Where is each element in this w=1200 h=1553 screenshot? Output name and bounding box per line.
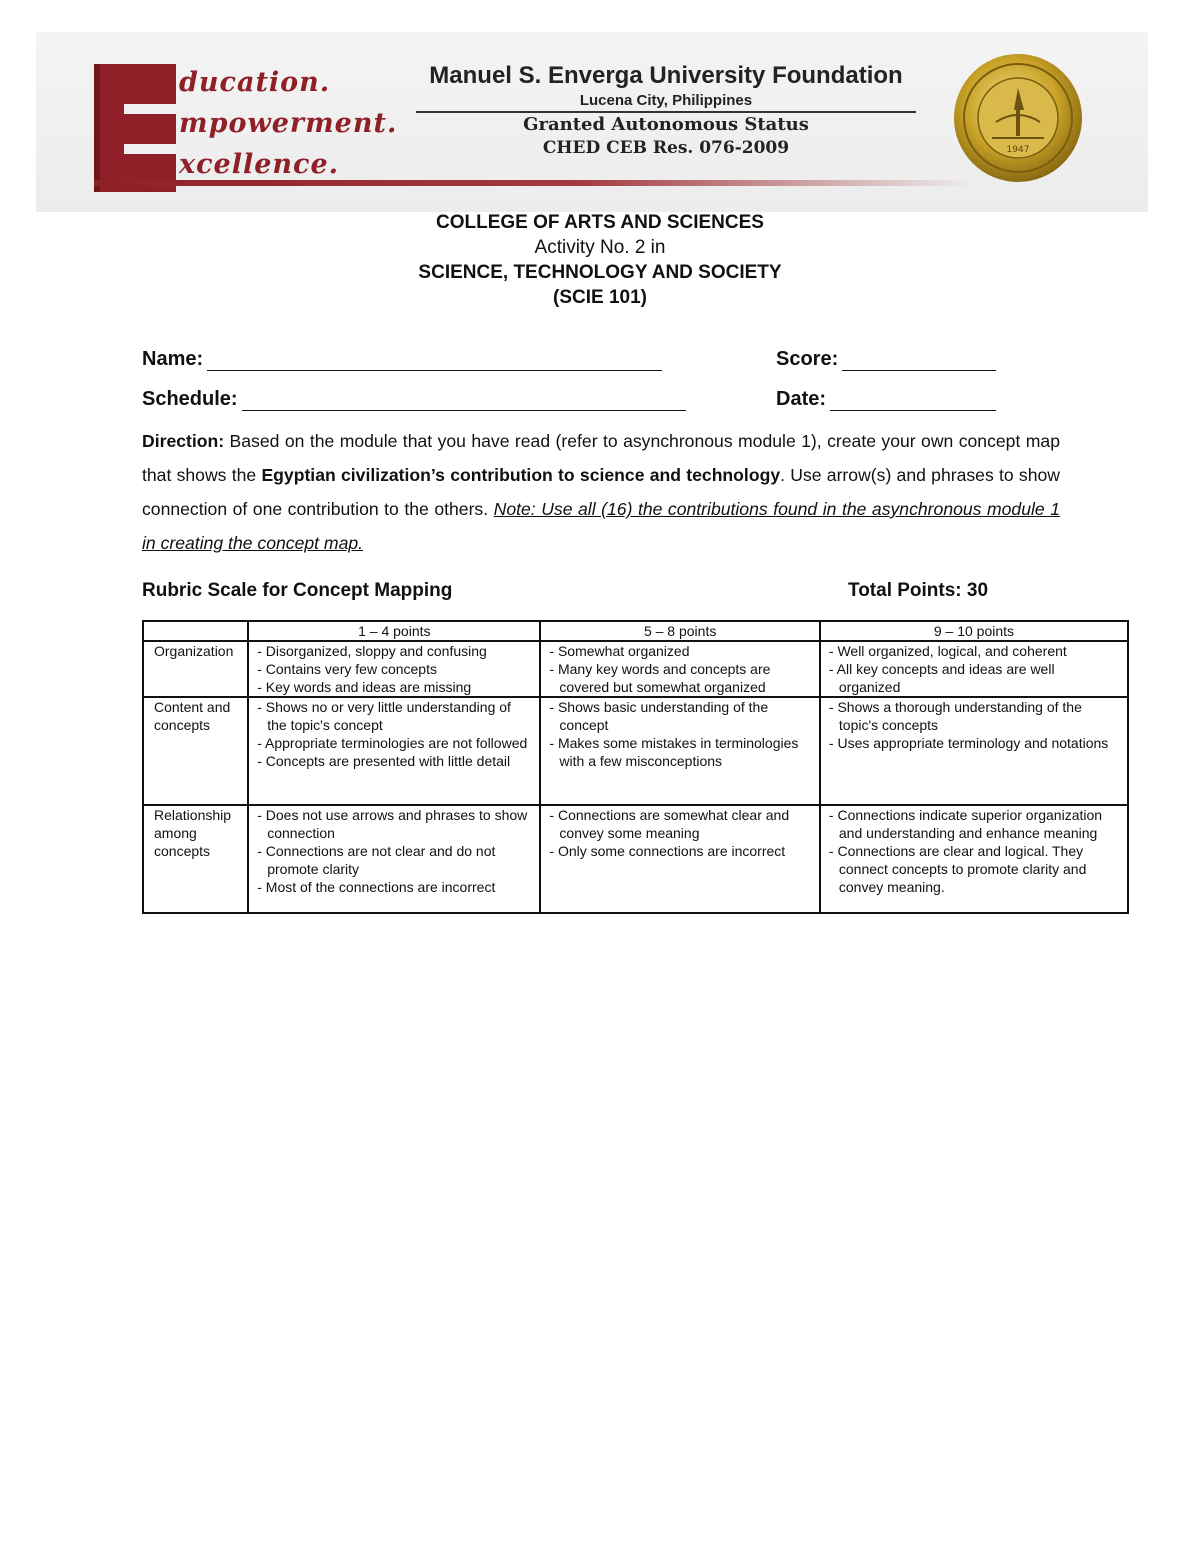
rubric-item: - Connections are not clear and do not promote clarity bbox=[257, 842, 531, 878]
university-status-block bbox=[416, 114, 916, 158]
header-accent-bar bbox=[94, 180, 974, 186]
schedule-label: Schedule: bbox=[142, 388, 238, 410]
university-seal-icon bbox=[952, 52, 1084, 184]
rubric-item: - Shows a thorough understanding of the topic's concepts bbox=[829, 698, 1119, 734]
rubric-header-row bbox=[143, 621, 1128, 641]
rubric-cell bbox=[820, 805, 1128, 913]
logo-tagline bbox=[179, 62, 419, 185]
direction-label: Direction: bbox=[142, 431, 225, 451]
rubric-item: - Shows no or very little understanding of the topic's concept bbox=[257, 698, 531, 734]
date-field[interactable] bbox=[776, 388, 996, 411]
logo-word-empowerment: mpowerment. bbox=[179, 108, 398, 139]
course-code: (SCIE 101) bbox=[553, 287, 647, 308]
seal-year: 1947 bbox=[1006, 145, 1030, 155]
direction-note: Note: Use all (16) the contributions found in the asynchronous module 1 in creating the concept map. bbox=[142, 499, 1060, 553]
rubric-item: - All key concepts and ideas are well organized bbox=[829, 660, 1119, 696]
rubric-header-criteria bbox=[143, 621, 248, 641]
rubric-item: - Makes some mistakes in terminologies with a few misconceptions bbox=[549, 734, 810, 770]
rubric-item: - Appropriate terminologies are not followed bbox=[257, 734, 531, 752]
rubric-row-label: Relationship among concepts bbox=[143, 805, 248, 913]
rubric-item: - Well organized, logical, and coherent bbox=[829, 642, 1119, 660]
college-title: COLLEGE OF ARTS AND SCIENCES bbox=[436, 212, 764, 233]
direction-text-1: Based on the module that you have read (refer to asynchronous module 1), create your own concept map that shows the bbox=[142, 431, 1060, 485]
rubric-item: - Connections are clear and logical. They connect concepts to promote clarity and convey meaning. bbox=[829, 842, 1119, 896]
rubric-item: - Most of the connections are incorrect bbox=[257, 878, 531, 896]
rubric-item: - Disorganized, sloppy and confusing bbox=[257, 642, 531, 660]
university-logo-letter-e bbox=[94, 64, 176, 192]
rubric-item: - Only some connections are incorrect bbox=[549, 842, 810, 860]
logo-word-education: ducation. bbox=[179, 67, 331, 98]
header-banner bbox=[36, 32, 1148, 212]
direction-text-2: . Use arrow(s) and phrases to show connection of one contribution to the others. bbox=[142, 465, 1060, 519]
rubric-title: Rubric Scale for Concept Mapping bbox=[142, 580, 453, 601]
rubric-cell bbox=[540, 805, 819, 913]
rubric-header-9-10: 9 – 10 points bbox=[820, 621, 1128, 641]
score-blank[interactable] bbox=[842, 350, 996, 371]
score-field[interactable] bbox=[776, 348, 996, 371]
rubric-cell bbox=[248, 805, 540, 913]
name-field[interactable] bbox=[142, 348, 662, 371]
rubric-item: - Key words and ideas are missing bbox=[257, 678, 531, 696]
rubric-row-content bbox=[143, 697, 1128, 805]
university-city: Lucena City, Philippines bbox=[579, 92, 753, 109]
ched-resolution: CHED CEB Res. 076-2009 bbox=[542, 138, 790, 158]
rubric-header-1-4: 1 – 4 points bbox=[248, 621, 540, 641]
document-title-block bbox=[0, 210, 1200, 310]
rubric-cell bbox=[540, 697, 819, 805]
autonomous-status: Granted Autonomous Status bbox=[523, 114, 809, 135]
schedule-blank[interactable] bbox=[242, 390, 686, 411]
rubric-cell bbox=[540, 641, 819, 697]
university-block bbox=[416, 62, 916, 109]
schedule-field[interactable] bbox=[142, 388, 686, 411]
direction-paragraph bbox=[142, 424, 1060, 560]
rubric-cell bbox=[820, 697, 1128, 805]
name-blank[interactable] bbox=[207, 350, 662, 371]
rubric-header-5-8: 5 – 8 points bbox=[540, 621, 819, 641]
rubric-item: - Somewhat organized bbox=[549, 642, 810, 660]
logo-word-excellence: xcellence. bbox=[179, 149, 340, 180]
rubric-item: - Shows basic understanding of the concept bbox=[549, 698, 810, 734]
rubric-row-label: Content and concepts bbox=[143, 697, 248, 805]
direction-emphasis: Egyptian civilization’s contribution to science and technology bbox=[261, 465, 781, 485]
header-rule bbox=[416, 111, 916, 113]
rubric-cell bbox=[248, 697, 540, 805]
rubric-row-organization bbox=[143, 641, 1128, 697]
university-name: Manuel S. Enverga University Foundation bbox=[429, 62, 903, 89]
rubric-row-relationship bbox=[143, 805, 1128, 913]
rubric-item: - Concepts are presented with little detail bbox=[257, 752, 531, 770]
rubric-table bbox=[142, 620, 1129, 914]
rubric-item: - Contains very few concepts bbox=[257, 660, 531, 678]
rubric-item: - Uses appropriate terminology and notations bbox=[829, 734, 1119, 752]
rubric-item: - Does not use arrows and phrases to show connection bbox=[257, 806, 531, 842]
name-label: Name: bbox=[142, 348, 204, 370]
rubric-item: - Many key words and concepts are covered but somewhat organized bbox=[549, 660, 810, 696]
rubric-item: - Connections are somewhat clear and convey some meaning bbox=[549, 806, 810, 842]
course-title: SCIENCE, TECHNOLOGY AND SOCIETY bbox=[418, 262, 782, 283]
activity-title: Activity No. 2 in bbox=[534, 237, 666, 258]
score-label: Score: bbox=[776, 348, 839, 370]
date-blank[interactable] bbox=[830, 390, 996, 411]
rubric-cell bbox=[248, 641, 540, 697]
rubric-cell bbox=[820, 641, 1128, 697]
date-label: Date: bbox=[776, 388, 827, 410]
rubric-row-label: Organization bbox=[143, 641, 248, 697]
total-points: Total Points: 30 bbox=[848, 580, 989, 601]
rubric-item: - Connections indicate superior organization and understanding and enhance meaning bbox=[829, 806, 1119, 842]
